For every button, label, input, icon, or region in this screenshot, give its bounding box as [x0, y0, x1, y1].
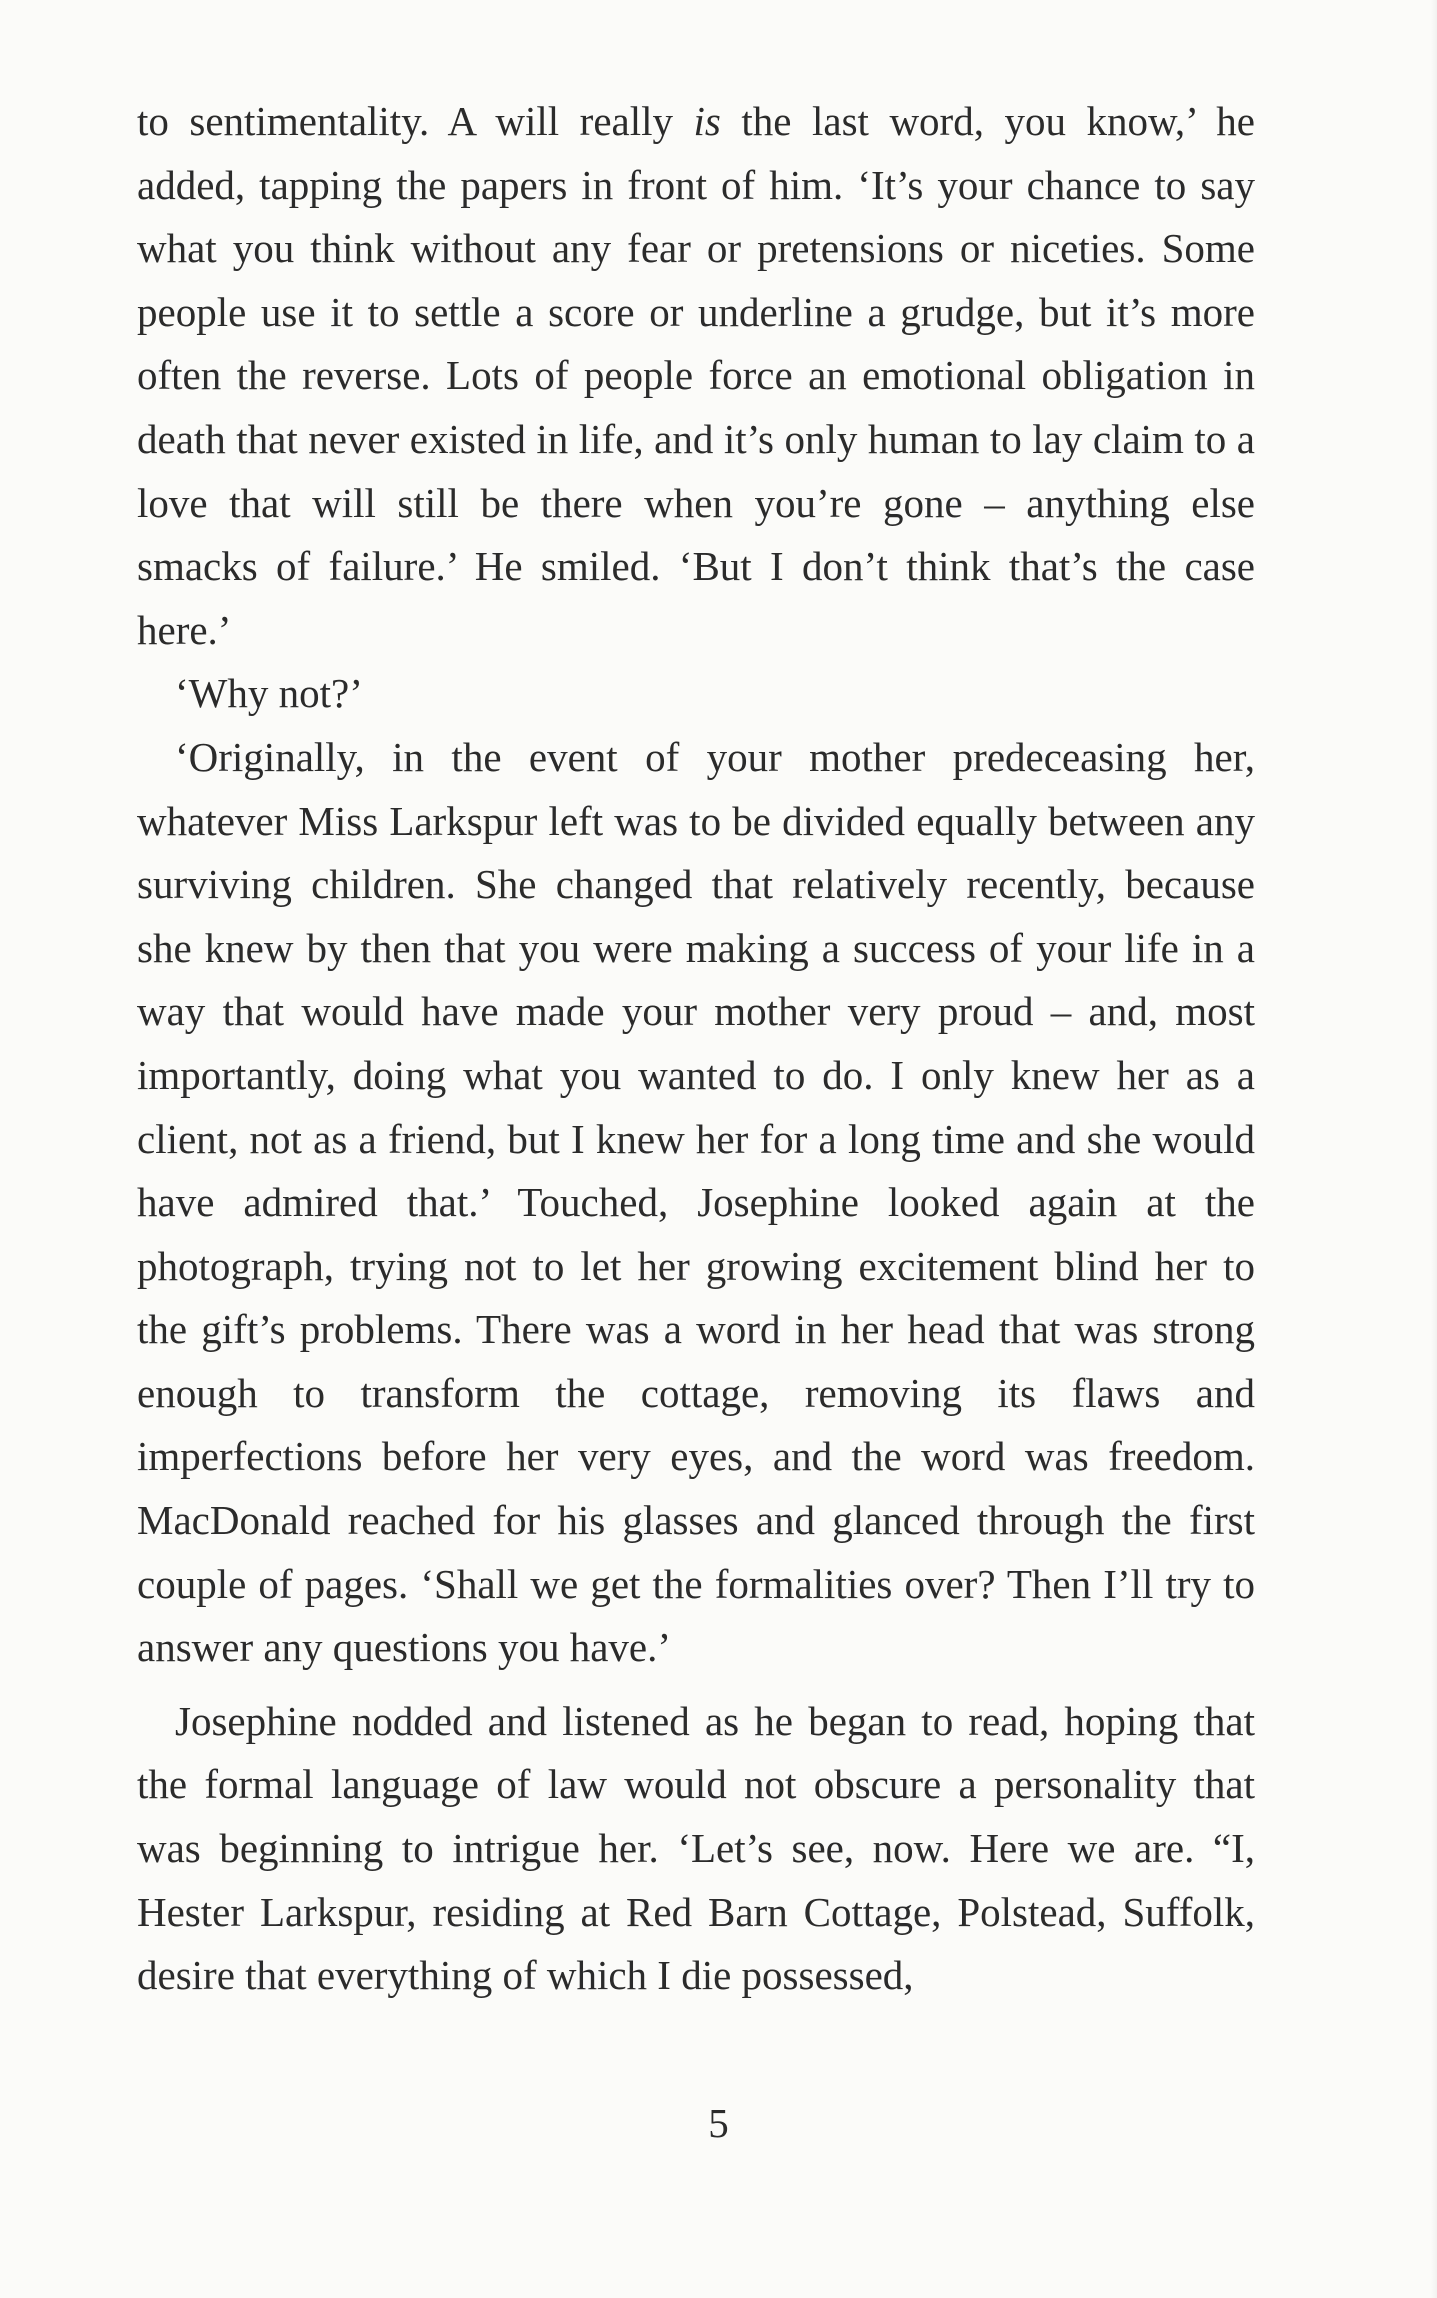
text-segment: Josephine nodded and listened as he began to read, hoping that the formal language of law would not obscure a personality that was beginning to intrigue her. ‘Let’s see, now. Here we are. “I, Hester Larkspur, residing at Red Barn Cottage, Polstead, Suffolk, desire that everything of which I die possessed,	[137, 1697, 1255, 1999]
paragraph-2	[137, 662, 1255, 726]
paragraph-3	[137, 726, 1255, 1680]
text-segment: ‘Originally, in the event of your mother predeceasing her, whatever Miss Larkspur left was to be divided equally between any surviving children. She changed that relatively recently, because she knew by then that you were making a success of your life in a way that would have made your mother very proud – and, most importantly, doing what you wanted to do. I only knew her as a client, not as a friend, but I knew her for a long time and she would have admired that.’ Touched, Josephine looked again at the photograph, trying not to let her growing excitement blind her to the gift’s problems. There was a word in her head that was strong enough to transform the cottage, removing its flaws and imperfections before her very eyes, and the word was freedom. MacDonald reached for his glasses and glanced through the first couple of pages. ‘Shall we get the formalities over? Then I’ll try to answer any questions you have.’	[137, 733, 1255, 1671]
text-segment: ‘Why not?’	[175, 670, 363, 717]
paragraph-4	[137, 1690, 1255, 2008]
page-number: 5	[708, 2100, 729, 2146]
body-text	[137, 90, 1255, 2008]
paragraph-1	[137, 90, 1255, 662]
italic-emphasis: is	[693, 98, 721, 144]
text-segment: the last word, you know,’ he added, tapping the papers in front of him. ‘It’s your chance to say what you think without any fear or pretensions or niceties. Some people use it to settle a score or underline a grudge, but it’s more often the reverse. Lots of people force an emotional obligation in death that never existed in life, and it’s only human to lay claim to a love that will still be there when you’re gone – anything else smacks of failure.’ He smiled. ‘But I don’t think that’s the case here.’	[137, 98, 1255, 653]
page-edge-shadow	[1431, 0, 1437, 2298]
text-segment: to sentimentality. A will really	[137, 98, 694, 144]
